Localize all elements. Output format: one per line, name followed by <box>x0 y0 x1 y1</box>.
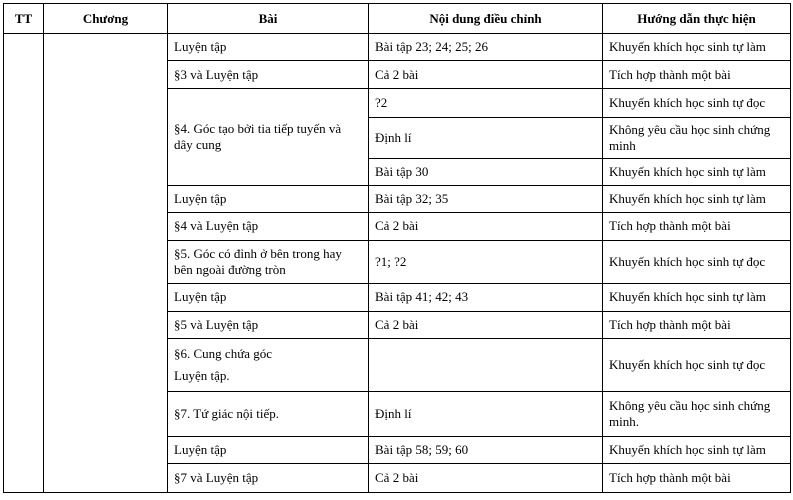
bai-cell: §3 và Luyện tập <box>168 61 369 88</box>
bai-cell: §7 và Luyện tập <box>168 464 369 493</box>
bai-cell: §5 và Luyện tập <box>168 311 369 338</box>
bai-line: §6. Cung chứa góc <box>174 345 273 361</box>
header-row <box>4 4 791 34</box>
noi-dung-cell: Cả 2 bài <box>369 213 603 240</box>
huong-dan-cell: Tích hợp thành một bài <box>603 311 791 338</box>
noi-dung-cell: Bài tập 32; 35 <box>369 185 603 212</box>
noi-dung-cell: Bài tập 23; 24; 25; 26 <box>369 34 603 61</box>
bai-cell <box>168 338 369 391</box>
huong-dan-cell: Tích hợp thành một bài <box>603 61 791 88</box>
noi-dung-cell: Định lí <box>369 118 603 159</box>
header-chuong: Chương <box>44 4 168 34</box>
header-bai: Bài <box>168 4 369 34</box>
bai-cell: §4. Góc tạo bởi tia tiếp tuyến và dây cung <box>168 88 369 185</box>
noi-dung-cell: Định lí <box>369 391 603 437</box>
noi-dung-cell: Cả 2 bài <box>369 464 603 493</box>
huong-dan-cell: Khuyến khích học sinh tự đọc <box>603 338 791 391</box>
noi-dung-cell: Bài tập 41; 42; 43 <box>369 284 603 311</box>
header-tt: TT <box>4 4 44 34</box>
noi-dung-cell: Cả 2 bài <box>369 311 603 338</box>
bai-cell: Luyện tập <box>168 437 369 464</box>
tt-cell <box>4 34 44 493</box>
huong-dan-cell: Tích hợp thành một bài <box>603 464 791 493</box>
noi-dung-cell <box>369 338 603 391</box>
huong-dan-cell: Không yêu cầu học sinh chứng minh <box>603 118 791 159</box>
huong-dan-cell: Khuyến khích học sinh tự làm <box>603 158 791 185</box>
huong-dan-cell: Tích hợp thành một bài <box>603 213 791 240</box>
noi-dung-cell: ?2 <box>369 88 603 117</box>
bai-cell: §4 và Luyện tập <box>168 213 369 240</box>
chuong-cell <box>44 34 168 493</box>
bai-cell: §7. Tứ giác nội tiếp. <box>168 391 369 437</box>
table-row <box>4 34 791 61</box>
huong-dan-cell: Khuyến khích học sinh tự làm <box>603 284 791 311</box>
noi-dung-cell: Bài tập 30 <box>369 158 603 185</box>
bai-cell: §5. Góc có đỉnh ở bên trong hay bên ngoài đường tròn <box>168 240 369 284</box>
huong-dan-cell: Không yêu cầu học sinh chứng minh. <box>603 391 791 437</box>
noi-dung-cell: Cả 2 bài <box>369 61 603 88</box>
huong-dan-cell: Khuyến khích học sinh tự làm <box>603 34 791 61</box>
huong-dan-cell: Khuyến khích học sinh tự làm <box>603 437 791 464</box>
noi-dung-cell: Bài tập 58; 59; 60 <box>369 437 603 464</box>
huong-dan-cell: Khuyến khích học sinh tự đọc <box>603 240 791 284</box>
huong-dan-cell: Khuyến khích học sinh tự đọc <box>603 88 791 117</box>
noi-dung-cell: ?1; ?2 <box>369 240 603 284</box>
adjustment-table <box>3 3 791 493</box>
header-noi-dung: Nội dung điều chỉnh <box>369 4 603 34</box>
header-huong-dan: Hướng dẫn thực hiện <box>603 4 791 34</box>
bai-cell: Luyện tập <box>168 185 369 212</box>
bai-line: Luyện tập. <box>174 367 230 383</box>
bai-cell: Luyện tập <box>168 34 369 61</box>
huong-dan-cell: Khuyến khích học sinh tự làm <box>603 185 791 212</box>
bai-cell: Luyện tập <box>168 284 369 311</box>
